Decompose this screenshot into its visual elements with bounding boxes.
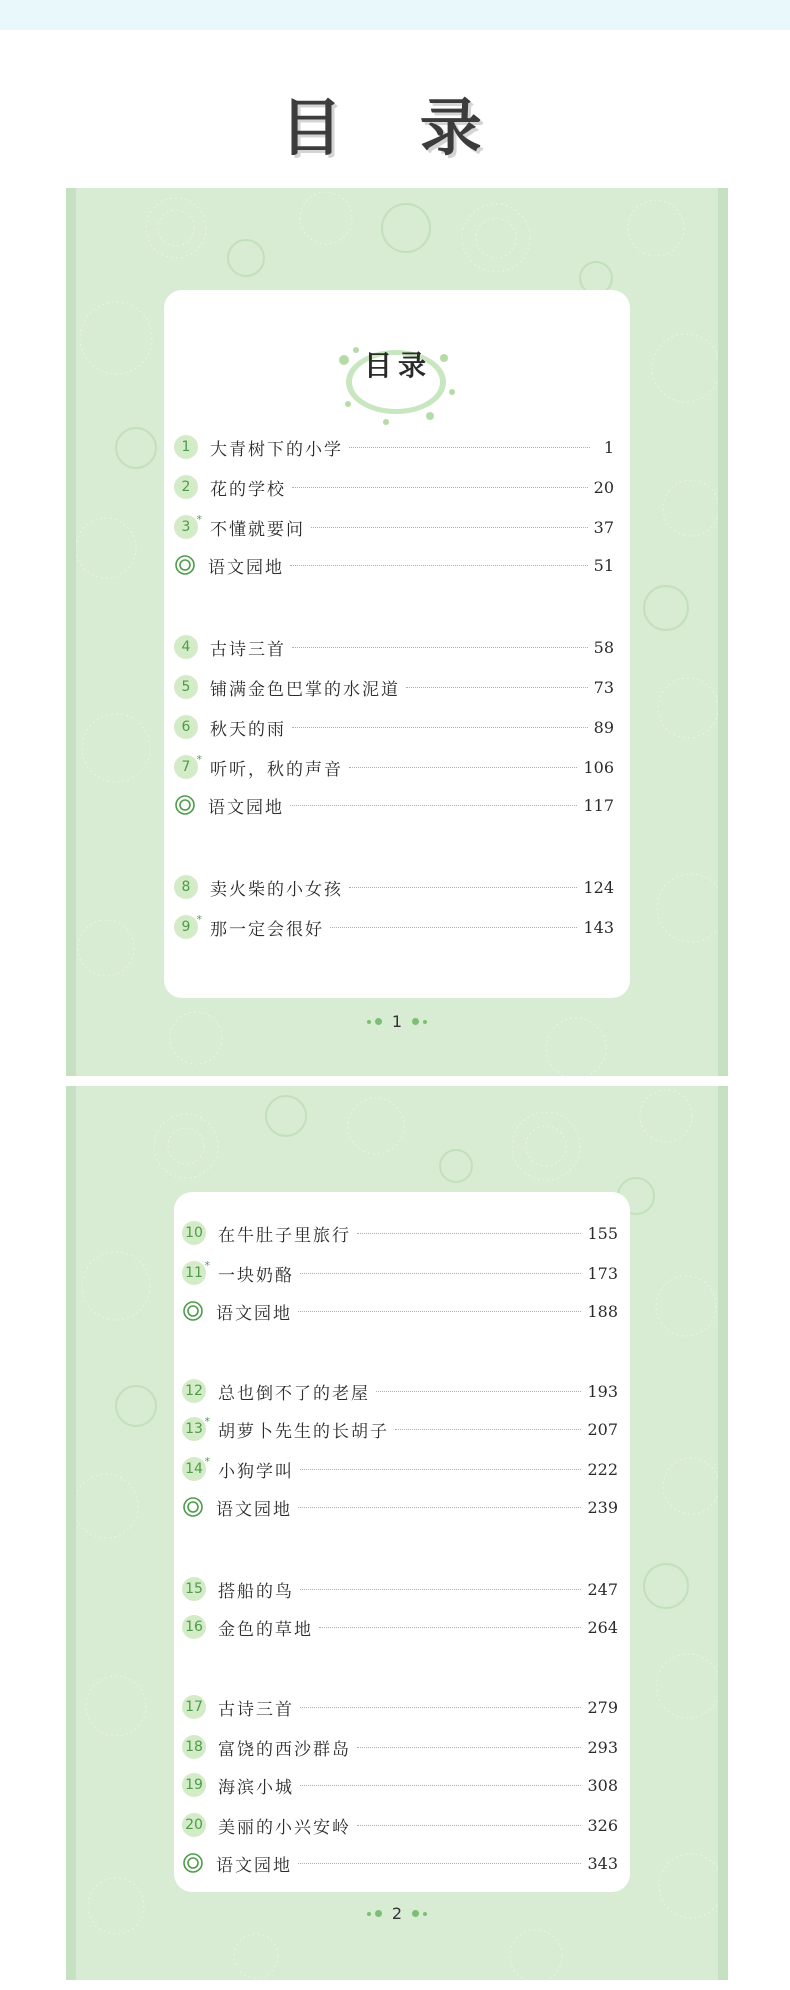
page-indicator (76, 1904, 718, 1923)
entry-title: 一块奶酪 (218, 1265, 294, 1286)
dot-leader (300, 1707, 581, 1708)
lesson-number: 4 (181, 639, 191, 655)
toc-entry[interactable] (182, 1732, 618, 1762)
entry-page-number: 343 (587, 1853, 618, 1873)
lesson-number: 17 (185, 1699, 203, 1715)
dot-leader (300, 1469, 581, 1470)
toc-entry[interactable] (182, 1414, 618, 1444)
dot-leader (311, 527, 588, 528)
dot-leader (330, 927, 577, 928)
lesson-number: 16 (185, 1619, 203, 1635)
lesson-number: 1 (181, 439, 191, 455)
entry-title: 铺满金色巴掌的水泥道 (210, 679, 400, 700)
entry-page-number: 124 (583, 877, 614, 897)
dot-leader (290, 565, 588, 566)
entry-page-number: 326 (587, 1815, 618, 1835)
lesson-number-badge (182, 1695, 206, 1719)
entry-page-number: 193 (587, 1381, 618, 1401)
entry-page-number: 264 (587, 1617, 618, 1637)
lesson-number-badge (182, 1615, 206, 1639)
toc-entry[interactable] (182, 1848, 618, 1878)
dot-leader (349, 887, 577, 888)
lesson-number-badge (182, 1455, 210, 1481)
lesson-number: 9 (181, 919, 191, 935)
lesson-number: 2 (181, 479, 191, 495)
dot-leader (357, 1825, 581, 1826)
entry-title: 在牛肚子里旅行 (218, 1225, 351, 1246)
toc-entry[interactable] (182, 1810, 618, 1840)
toc-entry[interactable] (182, 1454, 618, 1484)
lesson-number-badge (174, 513, 202, 539)
entry-title: 秋天的雨 (210, 719, 286, 740)
entry-page-number: 73 (593, 677, 614, 697)
lesson-number: 20 (185, 1817, 203, 1833)
entry-page-number: 37 (593, 517, 614, 537)
lesson-number: 14 (185, 1461, 203, 1477)
dot-leader (292, 487, 588, 488)
entry-title: 富饶的西沙群岛 (218, 1739, 351, 1760)
toc-entry[interactable] (182, 1492, 618, 1522)
toc-entry[interactable] (174, 432, 614, 462)
dot-leader (300, 1589, 581, 1590)
entry-page-number: 106 (583, 757, 614, 777)
double-circle-icon (182, 1300, 204, 1322)
lesson-number: 6 (181, 719, 191, 735)
page-number: 1 (391, 1012, 403, 1031)
entry-page-number: 1 (603, 437, 614, 457)
entry-title: 听听，秋的声音 (210, 759, 343, 780)
lesson-number: 8 (181, 879, 191, 895)
lesson-number: 19 (185, 1777, 203, 1793)
lesson-number-badge (182, 1577, 206, 1601)
entry-page-number: 247 (587, 1579, 618, 1599)
lesson-number: 11 (185, 1265, 203, 1281)
lesson-number-badge (174, 753, 202, 779)
lesson-number-badge (182, 1773, 206, 1797)
optional-star: * (196, 913, 202, 926)
dot-leader (300, 1785, 581, 1786)
lesson-number: 10 (185, 1225, 203, 1241)
double-circle-icon (174, 794, 196, 816)
dot-leader (290, 805, 577, 806)
lesson-number-badge (174, 913, 202, 939)
dot-leader (349, 447, 590, 448)
entry-page-number: 155 (587, 1223, 618, 1243)
entry-page-number: 20 (593, 477, 614, 497)
entry-page-number: 222 (587, 1459, 618, 1479)
lesson-number-badge (174, 875, 198, 899)
lesson-number-badge (182, 1379, 206, 1403)
entry-page-number: 293 (587, 1737, 618, 1757)
entry-title: 海滨小城 (218, 1777, 294, 1798)
dot-leader (292, 727, 588, 728)
optional-star: * (204, 1259, 210, 1272)
entry-title: 语文园地 (216, 1499, 292, 1520)
toc-entry[interactable] (182, 1376, 618, 1406)
dot-leader (292, 647, 588, 648)
optional-star: * (196, 753, 202, 766)
optional-star: * (204, 1415, 210, 1428)
lesson-number: 18 (185, 1739, 203, 1755)
lesson-number: 15 (185, 1581, 203, 1597)
entry-title: 大青树下的小学 (210, 439, 343, 460)
dot-leader (357, 1747, 581, 1748)
top-banner (0, 0, 790, 30)
entry-title: 卖火柴的小女孩 (210, 879, 343, 900)
entry-title: 语文园地 (216, 1303, 292, 1324)
toc-entry[interactable] (174, 790, 614, 820)
entry-title: 小狗学叫 (218, 1461, 294, 1482)
page-heading: 目 录 (280, 91, 510, 164)
toc-entry[interactable] (174, 672, 614, 702)
toc-entry[interactable] (182, 1258, 618, 1288)
lesson-number-badge (174, 675, 198, 699)
toc-card-1 (164, 290, 630, 998)
entry-page-number: 89 (593, 717, 614, 737)
entry-title: 语文园地 (216, 1855, 292, 1876)
optional-star: * (196, 513, 202, 526)
toc-entry[interactable] (182, 1574, 618, 1604)
lesson-number: 7 (181, 759, 191, 775)
entry-title: 美丽的小兴安岭 (218, 1817, 351, 1838)
double-circle-icon (182, 1852, 204, 1874)
entry-title: 古诗三首 (218, 1699, 294, 1720)
lesson-number-badge (182, 1813, 206, 1837)
entry-page-number: 207 (587, 1419, 618, 1439)
entry-title: 语文园地 (208, 557, 284, 578)
entry-page-number: 143 (583, 917, 614, 937)
dot-leader (319, 1627, 581, 1628)
entry-title: 花的学校 (210, 479, 286, 500)
entry-title: 搭船的鸟 (218, 1581, 294, 1602)
entry-title: 胡萝卜先生的长胡子 (218, 1421, 389, 1442)
toc-sheet-2 (66, 1086, 728, 1980)
toc-entry[interactable] (182, 1692, 618, 1722)
toc-card-2 (174, 1192, 630, 1892)
entry-page-number: 239 (587, 1497, 618, 1517)
double-circle-icon (182, 1496, 204, 1518)
dot-leader (395, 1429, 581, 1430)
toc-entry[interactable] (174, 512, 614, 542)
entry-title: 金色的草地 (218, 1619, 313, 1640)
toc-entry[interactable] (174, 752, 614, 782)
toc-entry[interactable] (182, 1770, 618, 1800)
entry-title: 古诗三首 (210, 639, 286, 660)
entry-page-number: 308 (587, 1775, 618, 1795)
entry-page-number: 173 (587, 1263, 618, 1283)
page-indicator (76, 1012, 718, 1031)
entry-page-number: 279 (587, 1697, 618, 1717)
dot-leader (376, 1391, 581, 1392)
toc-entry[interactable] (174, 472, 614, 502)
lesson-number-badge (174, 435, 198, 459)
lesson-number-badge (182, 1259, 210, 1285)
toc-entry[interactable] (174, 872, 614, 902)
toc-entry[interactable] (182, 1612, 618, 1642)
entry-title: 语文园地 (208, 797, 284, 818)
dot-leader (357, 1233, 581, 1234)
dot-leader (406, 687, 588, 688)
toc-sheet-1 (66, 188, 728, 1076)
lesson-number-badge (182, 1221, 206, 1245)
toc-entry[interactable] (174, 632, 614, 662)
lesson-number: 13 (185, 1421, 203, 1437)
entry-title: 那一定会很好 (210, 919, 324, 940)
page-number: 2 (391, 1904, 403, 1923)
dot-leader (298, 1311, 581, 1312)
lesson-number-badge (182, 1735, 206, 1759)
toc-entry[interactable] (182, 1296, 618, 1326)
lesson-number-badge (174, 715, 198, 739)
entry-title: 不懂就要问 (210, 519, 305, 540)
double-circle-icon (174, 554, 196, 576)
lesson-number-badge (182, 1415, 210, 1441)
dot-leader (298, 1507, 581, 1508)
optional-star: * (204, 1455, 210, 1468)
entry-page-number: 51 (593, 555, 614, 575)
toc-entry[interactable] (174, 712, 614, 742)
dot-leader (300, 1273, 581, 1274)
entry-page-number: 117 (583, 795, 614, 815)
toc-entry[interactable] (174, 912, 614, 942)
lesson-number: 12 (185, 1383, 203, 1399)
entry-page-number: 58 (593, 637, 614, 657)
entry-title: 总也倒不了的老屋 (218, 1383, 370, 1404)
entry-page-number: 188 (587, 1301, 618, 1321)
lesson-number: 3 (181, 519, 191, 535)
toc-entry[interactable] (174, 550, 614, 580)
dot-leader (298, 1863, 581, 1864)
toc-entry[interactable] (182, 1218, 618, 1248)
dot-leader (349, 767, 577, 768)
card-title: 目录 (363, 349, 432, 382)
lesson-number-badge (174, 475, 198, 499)
lesson-number: 5 (181, 679, 191, 695)
lesson-number-badge (174, 635, 198, 659)
